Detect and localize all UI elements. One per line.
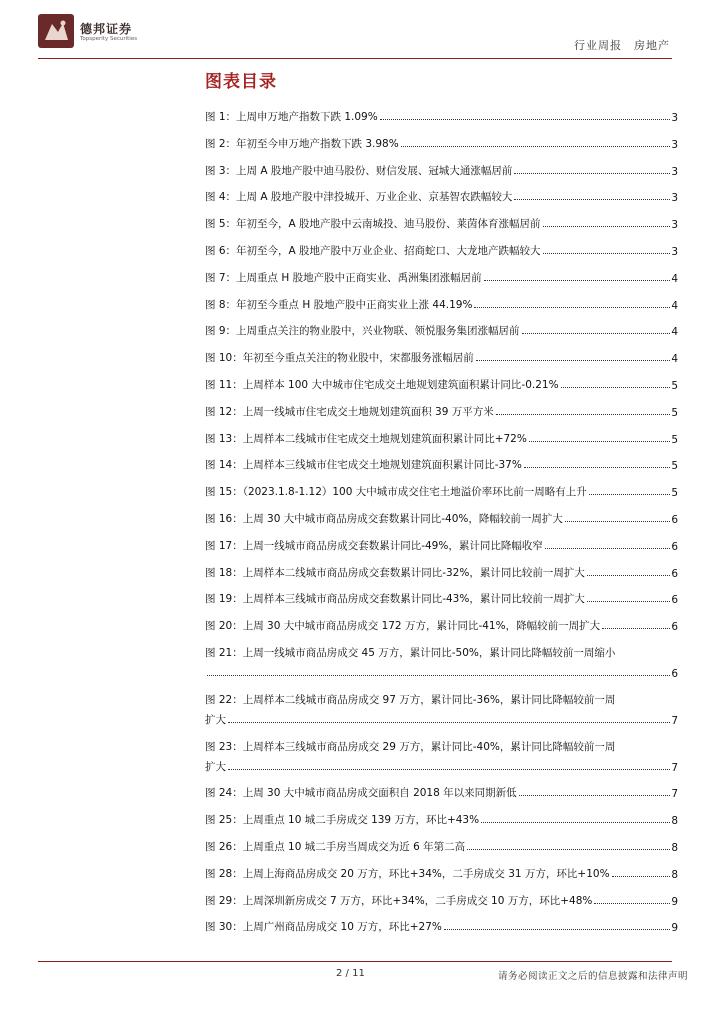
dot-leader bbox=[522, 333, 671, 334]
toc-entry-title: 图 3：上周 A 股地产股中迪马股份、财信发展、冠城大通涨幅居前 bbox=[205, 164, 513, 177]
table-of-figures bbox=[205, 104, 678, 941]
toc-entry-page: 3 bbox=[671, 138, 678, 151]
toc-entry-page: 3 bbox=[671, 245, 678, 258]
toc-entry-title: 图 29：上周深圳新房成交 7 万方，环比+34%，二手房成交 10 万方，环比+48% bbox=[205, 894, 593, 907]
toc-entry-page: 8 bbox=[671, 868, 678, 881]
dot-leader bbox=[529, 441, 670, 442]
toc-entry[interactable] bbox=[205, 586, 678, 606]
toc-entry-page: 4 bbox=[671, 353, 678, 366]
dot-leader bbox=[228, 722, 670, 723]
toc-entry-page: 6 bbox=[671, 594, 678, 607]
toc-entry-page: 8 bbox=[671, 815, 678, 828]
toc-entry-title: 图 15：（2023.1.8-1.12）100 大中城市成交住宅土地溢价率环比前一周略有上升 bbox=[205, 486, 587, 499]
toc-entry[interactable] bbox=[205, 292, 678, 312]
toc-entry-page: 6 bbox=[671, 513, 678, 526]
footer-divider bbox=[38, 961, 672, 962]
toc-entry[interactable] bbox=[205, 372, 678, 392]
dot-leader bbox=[207, 675, 670, 676]
toc-entry-continuation[interactable] bbox=[205, 707, 678, 727]
toc-entry-page: 4 bbox=[671, 299, 678, 312]
toc-entry-title: 图 17：上周一线城市商品房成交套数累计同比-49%，累计同比降幅收窄 bbox=[205, 539, 543, 552]
toc-entry[interactable] bbox=[205, 211, 678, 231]
toc-entry[interactable] bbox=[205, 533, 678, 553]
toc-entry-page: 6 bbox=[671, 621, 678, 634]
toc-entry-page: 5 bbox=[671, 379, 678, 392]
toc-entry-page: 9 bbox=[671, 922, 678, 935]
toc-entry-page: 5 bbox=[671, 460, 678, 473]
toc-entry-title: 图 8：年初至今重点 H 股地产股中正商实业上涨 44.19% bbox=[205, 298, 473, 311]
toc-entry-page: 3 bbox=[671, 112, 678, 124]
toc-entry-page: 5 bbox=[671, 406, 678, 419]
dot-leader bbox=[474, 307, 670, 308]
toc-entry-title: 图 16：上周 30 大中城市商品房成交套数累计同比-40%，降幅较前一周扩大 bbox=[205, 512, 563, 525]
toc-entry[interactable] bbox=[205, 345, 678, 365]
toc-entry[interactable] bbox=[205, 158, 678, 178]
toc-entry[interactable] bbox=[205, 780, 678, 800]
toc-entry-title: 图 28：上周上海商品房成交 20 万方，环比+34%，二手房成交 31 万方，环比+10% bbox=[205, 867, 610, 880]
toc-entry-title: 图 20：上周 30 大中城市商品房成交 172 万方，累计同比-41%，降幅较前一周扩大 bbox=[205, 620, 601, 633]
dot-leader bbox=[565, 521, 670, 522]
toc-entry-page: 9 bbox=[671, 895, 678, 908]
dot-leader bbox=[228, 769, 670, 770]
toc-entry-page: 3 bbox=[671, 192, 678, 205]
toc-entry-title: 图 13：上周样本二线城市住宅成交土地规划建筑面积累计同比+72% bbox=[205, 432, 527, 445]
dot-leader bbox=[587, 601, 670, 602]
toc-entry-title: 图 23：上周样本三线城市商品房成交 29 万方，累计同比-40%，累计同比降幅较前一周 bbox=[205, 740, 616, 753]
legal-disclaimer: 请务必阅读正文之后的信息披露和法律声明 bbox=[497, 971, 688, 982]
header-divider bbox=[38, 58, 672, 59]
toc-heading: 图表目录 bbox=[205, 72, 277, 92]
toc-entry-page: 3 bbox=[671, 219, 678, 232]
toc-entry-page: 5 bbox=[671, 433, 678, 446]
toc-entry-title: 图 18：上周样本二线城市商品房成交套数累计同比-32%，累计同比较前一周扩大 bbox=[205, 566, 585, 579]
dot-leader bbox=[514, 199, 670, 200]
toc-entry[interactable] bbox=[205, 131, 678, 151]
toc-entry-title: 图 9：上周重点关注的物业股中，兴业物联、领悦服务集团涨幅居前 bbox=[205, 325, 520, 338]
dot-leader bbox=[594, 903, 670, 904]
toc-entry[interactable] bbox=[205, 734, 678, 754]
toc-entry-title: 图 7：上周重点 H 股地产股中正商实业、禹洲集团涨幅居前 bbox=[205, 271, 482, 284]
toc-entry-page: 7 bbox=[671, 761, 678, 774]
toc-entry-page: 7 bbox=[671, 714, 678, 727]
dot-leader bbox=[543, 226, 671, 227]
toc-entry[interactable] bbox=[205, 238, 678, 258]
toc-entry[interactable] bbox=[205, 807, 678, 827]
toc-entry[interactable] bbox=[205, 687, 678, 707]
dot-leader bbox=[587, 575, 670, 576]
toc-entry[interactable] bbox=[205, 560, 678, 580]
dot-leader bbox=[496, 414, 671, 415]
brand-name-cn: 德邦证券 bbox=[80, 22, 133, 36]
brand-name-en: Topsperity Securities bbox=[80, 36, 138, 42]
toc-entry-page: 4 bbox=[671, 326, 678, 339]
toc-entry-title: 图 25：上周重点 10 城二手房成交 139 万方，环比+43% bbox=[205, 814, 480, 827]
toc-entry-continuation[interactable] bbox=[205, 660, 678, 680]
toc-entry-continuation[interactable] bbox=[205, 754, 678, 774]
dot-leader bbox=[524, 467, 670, 468]
toc-entry[interactable] bbox=[205, 640, 678, 660]
toc-entry-page: 3 bbox=[671, 165, 678, 178]
dot-leader bbox=[589, 494, 671, 495]
toc-entry[interactable] bbox=[205, 184, 678, 204]
dot-leader bbox=[380, 119, 671, 120]
toc-entry-title-cont: 扩大 bbox=[205, 713, 226, 726]
toc-entry-title: 图 2：年初至今申万地产指数下跌 3.98% bbox=[205, 137, 399, 150]
toc-entry[interactable] bbox=[205, 914, 678, 934]
toc-entry-page: 6 bbox=[671, 540, 678, 553]
dot-leader bbox=[514, 173, 670, 174]
dot-leader bbox=[602, 628, 670, 629]
toc-entry-title: 图 14：上周样本三线城市住宅成交土地规划建筑面积累计同比-37% bbox=[205, 459, 522, 472]
dot-leader bbox=[476, 360, 671, 361]
toc-entry-title: 图 26：上周重点 10 城二手房当周成交为近 6 年第二高 bbox=[205, 840, 466, 853]
dot-leader bbox=[543, 253, 671, 254]
toc-entry[interactable] bbox=[205, 265, 678, 285]
toc-entry[interactable] bbox=[205, 452, 678, 472]
toc-entry-title: 图 12：上周一线城市住宅成交土地规划建筑面积 39 万平方米 bbox=[205, 405, 494, 418]
dot-leader bbox=[484, 280, 671, 281]
toc-entry-title: 图 24：上周 30 大中城市商品房成交面积自 2018 年以来同期新低 bbox=[205, 787, 517, 800]
toc-entry-title: 图 30：上周广州商品房成交 10 万方，环比+27% bbox=[205, 921, 442, 934]
brand-logo-icon bbox=[38, 14, 74, 48]
dot-leader bbox=[401, 146, 671, 147]
toc-entry-page: 7 bbox=[671, 788, 678, 801]
toc-entry[interactable] bbox=[205, 426, 678, 446]
toc-entry-title: 图 21：上周一线城市商品房成交 45 万方，累计同比-50%，累计同比降幅较前一周缩小 bbox=[205, 646, 616, 659]
dot-leader bbox=[519, 795, 671, 796]
toc-entry[interactable] bbox=[205, 399, 678, 419]
toc-entry[interactable] bbox=[205, 506, 678, 526]
report-type: 行业周报 房地产 bbox=[574, 39, 670, 52]
toc-entry[interactable] bbox=[205, 861, 678, 881]
toc-entry-title: 图 10：年初至今重点关注的物业股中，宋都服务涨幅居前 bbox=[205, 352, 474, 365]
toc-entry[interactable] bbox=[205, 888, 678, 908]
toc-entry[interactable] bbox=[205, 104, 678, 124]
dot-leader bbox=[612, 876, 671, 877]
toc-entry-page: 4 bbox=[671, 272, 678, 285]
toc-entry-title-cont: 扩大 bbox=[205, 760, 226, 773]
toc-entry-title: 图 19：上周样本三线城市商品房成交套数累计同比-43%，累计同比较前一周扩大 bbox=[205, 593, 585, 606]
page-header bbox=[0, 0, 724, 62]
toc-entry-title: 图 6：年初至今，A 股地产股中万业企业、招商蛇口、大龙地产跌幅较大 bbox=[205, 244, 541, 257]
dot-leader bbox=[545, 548, 670, 549]
toc-entry-page: 6 bbox=[671, 667, 678, 680]
toc-entry[interactable] bbox=[205, 318, 678, 338]
dot-leader bbox=[467, 849, 670, 850]
brand-logo bbox=[38, 14, 148, 48]
toc-entry[interactable] bbox=[205, 613, 678, 633]
toc-entry-title: 图 5：年初至今，A 股地产股中云南城投、迪马股份、莱茵体育涨幅居前 bbox=[205, 218, 541, 231]
dot-leader bbox=[444, 929, 670, 930]
toc-entry-title: 图 22：上周样本二线城市商品房成交 97 万方，累计同比-36%，累计同比降幅较前一周 bbox=[205, 693, 616, 706]
toc-entry[interactable] bbox=[205, 834, 678, 854]
toc-entry-page: 6 bbox=[671, 567, 678, 580]
page-number: 2 / 11 bbox=[336, 968, 365, 979]
dot-leader bbox=[481, 822, 670, 823]
toc-entry[interactable] bbox=[205, 479, 678, 499]
toc-entry-page: 5 bbox=[671, 487, 678, 500]
dot-leader bbox=[561, 387, 671, 388]
toc-entry-title: 图 11：上周样本 100 大中城市住宅成交土地规划建筑面积累计同比-0.21% bbox=[205, 378, 559, 391]
toc-entry-title: 图 1：上周申万地产指数下跌 1.09% bbox=[205, 111, 378, 123]
toc-entry-title: 图 4：上周 A 股地产股中津投城开、万业企业、京基智农跌幅较大 bbox=[205, 191, 513, 204]
toc-entry-page: 8 bbox=[671, 841, 678, 854]
